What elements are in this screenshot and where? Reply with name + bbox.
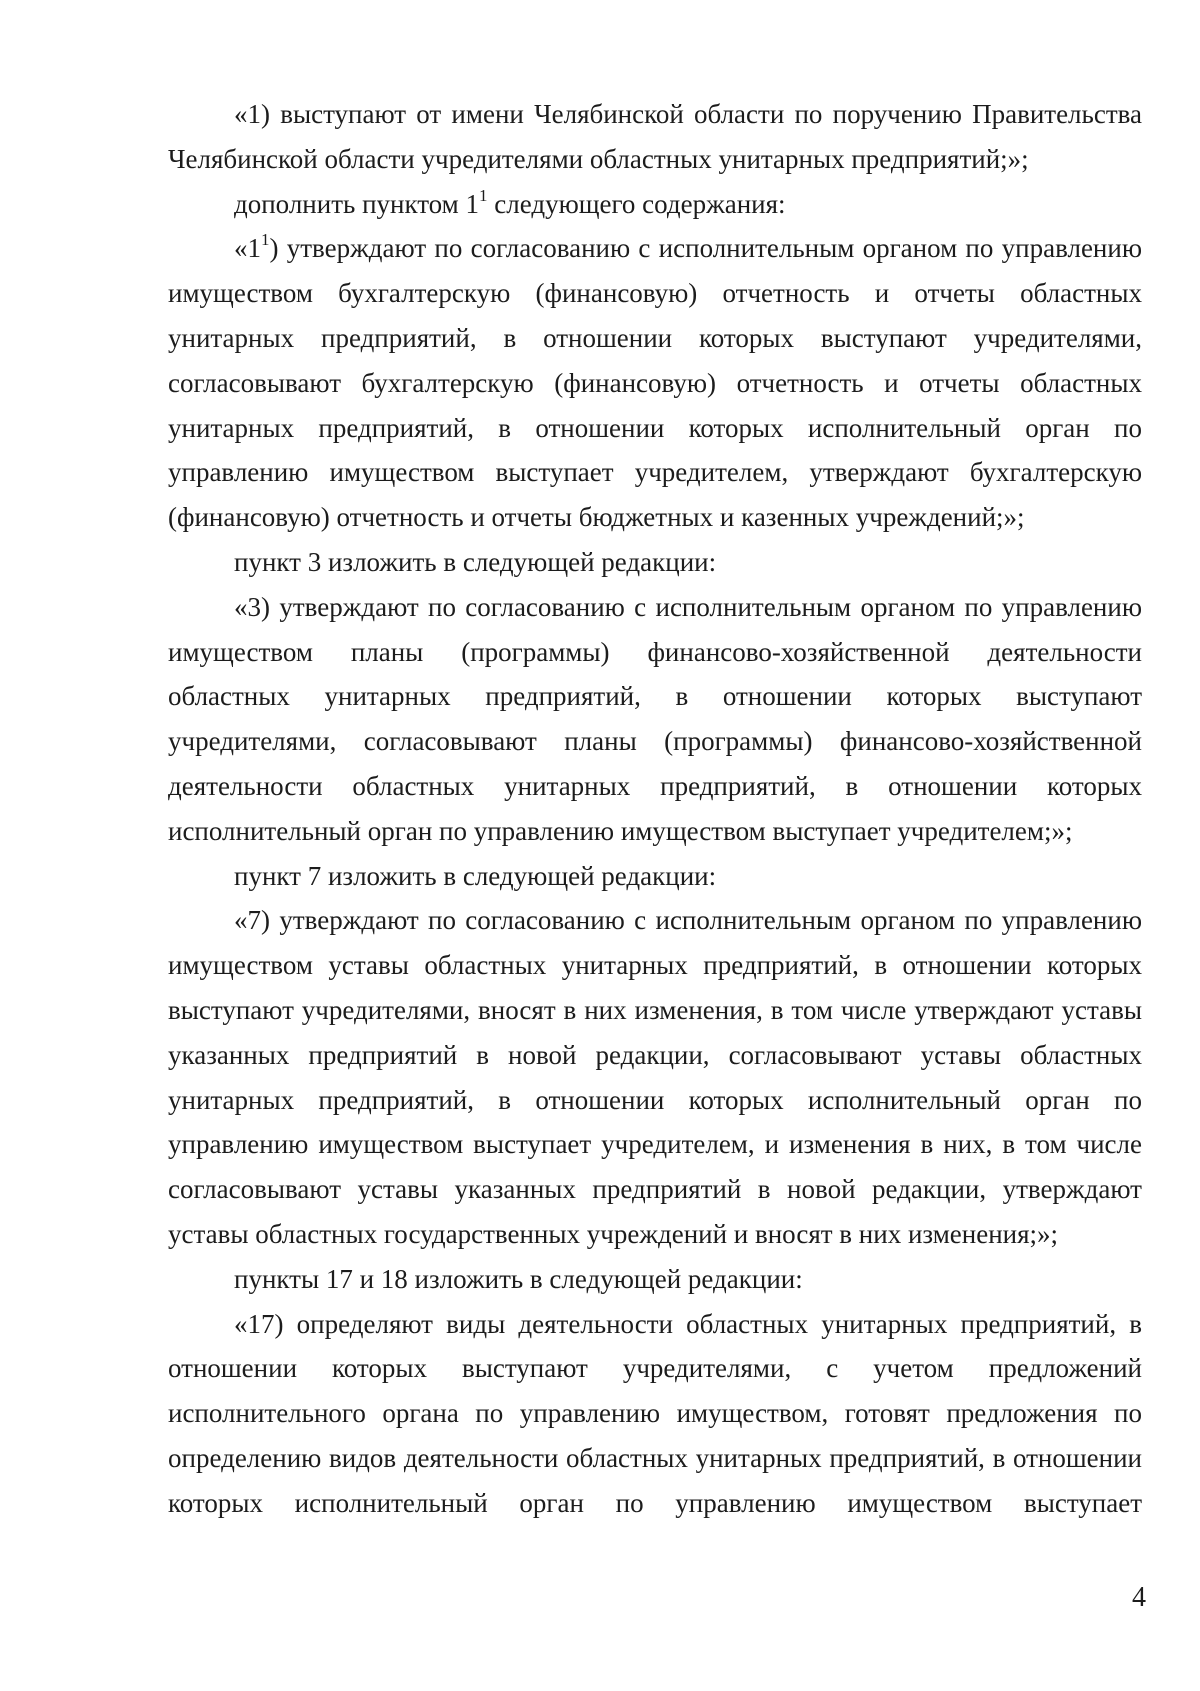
- paragraph-3: [168, 226, 1142, 540]
- paragraph-9: «17) определяют виды деятельности областных унитарных предприятий, в отношении которых выступают учредителями, с учетом предложений исполнительного органа по управлению имуществом, готовят предложения по определению видов деятельности областных унитарных предприятий, в отношении которых исполнительный орган по управлению имуществом выступает: [168, 1308, 1142, 1518]
- paragraph-6: пункт 7 изложить в следующей редакции:: [234, 860, 717, 891]
- paragraph-3-text-end: ) утверждают по согласованию с исполнительным органом по управлению имуществом бухгалтерскую (финансовую) отчетность и отчеты областных унитарных предприятий, в отношении которых выступают учредителями, согласовывают бухгалтерскую (финансовую) отчетность и отчеты областных унитарных предприятий, в отношении которых исполнительный орган по управлению имуществом выступает учредителем, утверждают бухгалтерскую (финансовую) отчетность и отчеты бюджетных и казенных учреждений;»;: [168, 233, 1142, 533]
- paragraph-4: пункт 3 изложить в следующей редакции:: [234, 546, 717, 577]
- superscript-index: 1: [261, 230, 270, 250]
- page-number: 4: [1132, 1582, 1146, 1613]
- paragraph-7: «7) утверждают по согласованию с исполнительным органом по управлению имуществом уставы областных унитарных предприятий, в отношении которых выступают учредителями, вносят в них изменения, в том числе утверждают уставы указанных предприятий в новой редакции, согласовывают уставы областных унитарных предприятий, в отношении которых исполнительный орган по управлению имуществом выступает учредителем, и изменения в них, в том числе согласовывают уставы указанных предприятий в новой редакции, утверждают уставы областных государственных учреждений и вносят в них изменения;»;: [168, 905, 1142, 1249]
- document-body: [168, 92, 1142, 1526]
- superscript-index: 1: [479, 185, 488, 205]
- paragraph-5: «3) утверждают по согласованию с исполнительным органом по управлению имуществом планы (программы) финансово-хозяйственной деятельности областных унитарных предприятий, в отношении которых выступают учредителями, согласовывают планы (программы) финансово-хозяйственной деятельности областных унитарных предприятий, в отношении которых исполнительный орган по управлению имуществом выступает учредителем;»;: [168, 591, 1142, 846]
- paragraph-2: [168, 182, 1142, 227]
- paragraph-3-text-start: «1: [234, 233, 261, 264]
- paragraph-2-text-start: дополнить пунктом 1: [234, 188, 479, 219]
- paragraph-8: пункты 17 и 18 изложить в следующей редакции:: [234, 1263, 803, 1294]
- paragraph-1: «1) выступают от имени Челябинской области по поручению Правительства Челябинской области учредителями областных унитарных предприятий;»;: [168, 99, 1142, 174]
- paragraph-2-text-end: следующего содержания:: [487, 188, 786, 219]
